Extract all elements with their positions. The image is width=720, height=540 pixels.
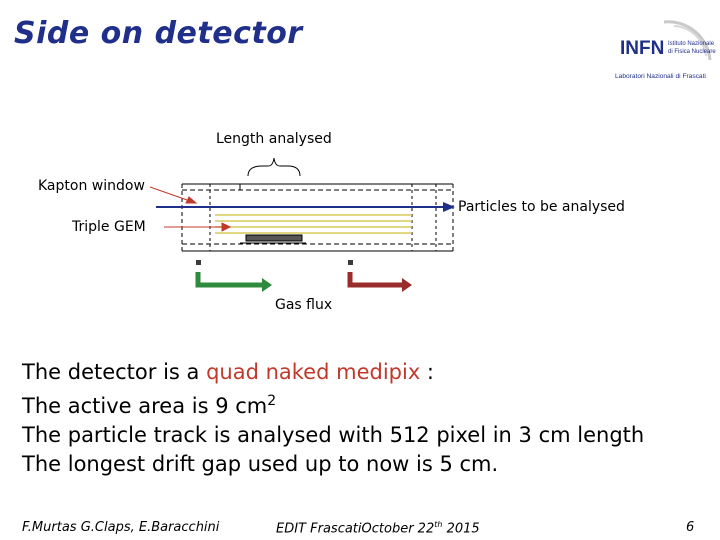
svg-text:Istituto Nazionale: Istituto Nazionale (668, 41, 715, 47)
body-line-2: The active area is 9 $cm^2$ (22, 393, 277, 418)
triple-gem-pointer (164, 223, 230, 231)
logo-text: INFN (620, 38, 665, 59)
body-line-1: The detector is a quad naked medipix : (22, 360, 435, 384)
footer-event: EDIT FrascatiOctober 22th 2015 (276, 520, 480, 537)
kapton-window-label: Kapton window (38, 178, 145, 194)
particle-beam-arrow (156, 202, 455, 212)
medipix-chip (246, 235, 302, 241)
gas-inlet-arrow (196, 260, 272, 292)
svg-text:Laboratori Nazionali di Frasca: Laboratori Nazionali di Frascati (615, 73, 706, 80)
kapton-pointer (150, 187, 196, 203)
svg-text:di Fisica Nucleare: di Fisica Nucleare (668, 49, 716, 55)
gas-outlet-arrow (348, 260, 412, 292)
body-line-4: The longest drift gap used up to now is 5 cm. (22, 452, 499, 476)
quad-medipix-highlight: quad naked medipix (206, 360, 421, 384)
length-analysed-label: Length analysed (216, 131, 332, 147)
triple-gem-label: Triple GEM (72, 219, 146, 235)
footer-authors: F.Murtas G.Claps, E.Baracchini (22, 520, 220, 535)
page-title: Side on detector (14, 16, 303, 51)
page-number: 6 (686, 520, 695, 535)
body-line-3: The particle track is analysed with 512 pixel in 3 cm length (22, 423, 645, 447)
body-text (22, 358, 644, 479)
triple-gem-foils (215, 215, 412, 233)
gas-flux-label: Gas flux (275, 297, 333, 313)
particles-label: Particles to be analysed (458, 199, 625, 215)
detector-box (182, 184, 453, 251)
length-bracket (248, 158, 300, 176)
